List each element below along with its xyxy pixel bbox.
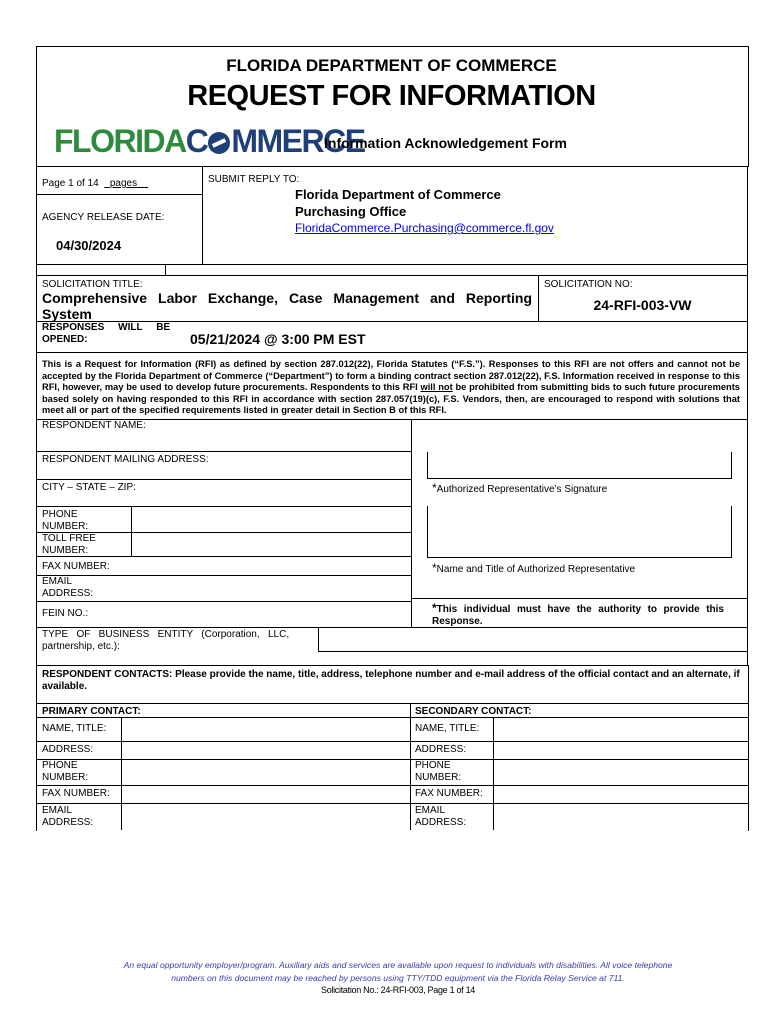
secondary-name-title-label: NAME, TITLE:: [415, 723, 480, 734]
city-state-zip-label: CITY – STATE – ZIP:: [42, 482, 136, 493]
eeo-statement: An equal opportunity employer/program. Auxiliary aids and services are available upon request to individuals with disabilities. All voice telephone numbers on this document may be reached by persons using TTY/TDD equipment via the Florida Relay Service at 711.: [123, 960, 673, 983]
submit-reply-label: SUBMIT REPLY TO:: [208, 174, 300, 185]
primary-email-label: EMAIL ADDRESS:: [42, 805, 94, 828]
primary-name-title-label: NAME, TITLE:: [42, 723, 107, 734]
toll-free-field[interactable]: [134, 534, 406, 554]
logo-c-text: C: [185, 123, 208, 159]
primary-phone-label: PHONE NUMBER:: [42, 760, 89, 783]
secondary-address-label: ADDRESS:: [415, 744, 467, 755]
authority-note: *This individual must have the authority to provide this Response.: [432, 601, 724, 627]
signature-box[interactable]: [427, 452, 732, 479]
fax-field[interactable]: [134, 559, 406, 573]
floridacommerce-logo: [54, 124, 365, 158]
respondent-mailing-field[interactable]: [42, 466, 406, 478]
page-footer: Solicitation No.: 24-RFI-003, Page 1 of 14: [321, 985, 475, 995]
primary-address-label: ADDRESS:: [42, 744, 94, 755]
fein-label: FEIN NO.:: [42, 608, 89, 619]
logo-globe-icon: [208, 132, 230, 154]
secondary-email-label: EMAIL ADDRESS:: [415, 805, 467, 828]
page-title: REQUEST FOR INFORMATION: [187, 80, 596, 112]
fein-field[interactable]: [134, 603, 406, 625]
phone-field[interactable]: [134, 508, 406, 530]
primary-phone-field[interactable]: [124, 761, 407, 783]
signature-caption: *Authorized Representative’s Signature: [432, 481, 608, 495]
name-title-caption: *Name and Title of Authorized Representative: [432, 561, 636, 575]
primary-address-field[interactable]: [124, 743, 407, 757]
respondent-name-label: RESPONDENT NAME:: [42, 420, 146, 431]
agency-release-label: AGENCY RELEASE DATE:: [42, 212, 165, 223]
solicitation-number: 24-RFI-003-VW: [593, 297, 692, 313]
secondary-phone-label: PHONE NUMBER:: [415, 760, 462, 783]
primary-fax-field[interactable]: [124, 787, 407, 801]
solicitation-number-label: SOLICITATION NO:: [544, 279, 633, 290]
business-type-label: TYPE OF BUSINESS ENTITY (Corporation, LLC, partnership, etc.):: [42, 629, 290, 652]
phone-label: PHONE NUMBER:: [42, 509, 89, 532]
respondent-name-field[interactable]: [42, 432, 406, 450]
secondary-phone-field[interactable]: [496, 761, 743, 783]
email-field[interactable]: [134, 577, 406, 599]
department-heading: FLORIDA DEPARTMENT OF COMMERCE: [226, 56, 557, 75]
secondary-contact-heading: SECONDARY CONTACT:: [415, 706, 532, 717]
responses-opened-date: 05/21/2024 @ 3:00 PM EST: [190, 331, 366, 347]
contacts-intro: RESPONDENT CONTACTS: Please provide the name, title, address, telephone number and e-mail address of the official contact and an alternate, if available.: [42, 669, 740, 692]
primary-contact-heading: PRIMARY CONTACT:: [42, 706, 141, 717]
name-title-box[interactable]: [427, 506, 732, 558]
primary-email-field[interactable]: [124, 805, 407, 827]
secondary-address-field[interactable]: [496, 743, 743, 757]
secondary-name-title-field[interactable]: [496, 719, 743, 739]
fax-label: FAX NUMBER:: [42, 561, 110, 572]
submit-org-line2: Purchasing Office: [295, 204, 407, 219]
submit-org-line1: Florida Department of Commerce: [295, 187, 501, 202]
city-state-zip-field[interactable]: [140, 482, 406, 504]
secondary-email-field[interactable]: [496, 805, 743, 827]
solicitation-title-label: SOLICITATION TITLE:: [42, 279, 143, 290]
logo-florida-text: FLORIDA: [54, 123, 186, 159]
form-title: Information Acknowledgement Form: [324, 135, 567, 151]
business-type-field[interactable]: [321, 629, 743, 649]
responses-opened-label: RESPONSES WILL BE OPENED:: [42, 322, 171, 345]
secondary-fax-label: FAX NUMBER:: [415, 788, 483, 799]
secondary-fax-field[interactable]: [496, 787, 743, 801]
email-label: EMAIL ADDRESS:: [42, 576, 94, 599]
logo-mmerce-text: MMERCE: [231, 123, 365, 159]
submit-email-link[interactable]: FloridaCommerce.Purchasing@commerce.fl.gov: [295, 221, 554, 235]
page-count: Page 1 of 14 pages: [42, 178, 138, 189]
agency-release-date: 04/30/2024: [56, 238, 122, 253]
primary-fax-label: FAX NUMBER:: [42, 788, 110, 799]
rfi-notice: This is a Request for Information (RFI) as defined by section 287.012(22), Florida Statutes (“F.S.”). Responses to this RFI are not offers and cannot not be accepted by the Florida Department of Commerce (“Department”) to form a binding contract section 287.012(22), F.S. Information received in response to this RFI, however, may be used to develop future procurements. Respondents to this RFI will not be prohibited from submitting bids to such future procurements based solely on having responded to this RFI in accordance with section 287.057(19)(c), F.S. Vendors, then, are encouraged to respond with solutions that meet all or part of the specified requirements listed in greater detail in Section B of this RFI.: [42, 359, 740, 416]
primary-name-title-field[interactable]: [124, 719, 407, 739]
respondent-mailing-label: RESPONDENT MAILING ADDRESS:: [42, 454, 209, 465]
toll-free-label: TOLL FREE NUMBER:: [42, 533, 96, 556]
solicitation-title: Comprehensive Labor Exchange, Case Management and Reporting System: [42, 290, 532, 322]
